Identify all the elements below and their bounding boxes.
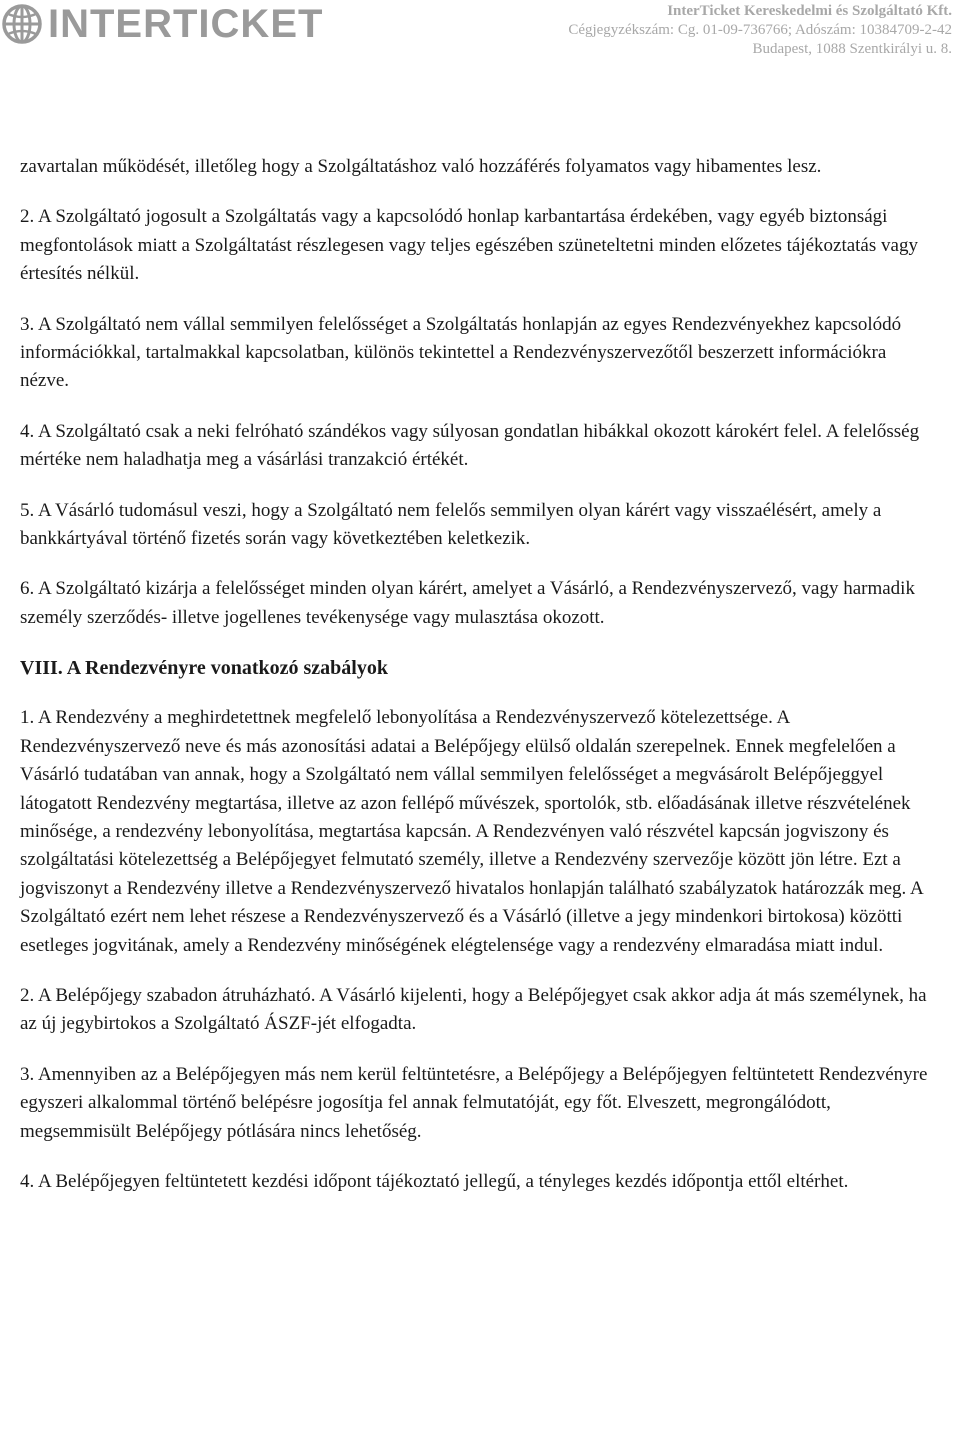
document-body: [20, 153, 935, 1218]
paragraph-5-card-payment: 5. A Vásárló tudomásul veszi, hogy a Szolgáltató nem felelős semmilyen olyan kárért vagy visszaélésért, amely a bankkártyával történő fizetés során vagy következtében keletkezik.: [20, 499, 882, 550]
paragraph-6-exclusion: 6. A Szolgáltató kizárja a felelősséget minden olyan kárért, amelyet a Vásárló, a Rendezvényszervező, vagy harmadik személy szerződés- illetve jogellenes tevékenysége vagy mulasztása okozott.: [20, 578, 915, 628]
company-registration: Cégjegyzékszám: Cg. 01-09-736766; Adószám: 10384709-2-42: [568, 22, 952, 38]
interticket-logo: [2, 2, 323, 46]
logo-wordmark: INTERTICKET: [48, 2, 324, 46]
globe-logo-icon: [2, 4, 42, 44]
paragraph-2-maintenance: 2. A Szolgáltató jogosult a Szolgáltatás vagy a kapcsolódó honlap karbantartása érdekében, vagy egyéb biztonsági megfontolások miatt a Szolgáltatást részlegesen vagy teljes egészében szüneteltetni minden előzetes tájékoztatás vagy értesítés nélkül.: [20, 206, 918, 285]
section-heading-viii: VIII. A Rendezvényre vonatkozó szabályok: [20, 657, 388, 680]
paragraph-viii-4-start-time: 4. A Belépőjegyen feltüntetett kezdési időpont tájékoztató jellegű, a tényleges kezdés időpontja ettől eltérhet.: [20, 1170, 849, 1192]
paragraph-4-liability-limit: 4. A Szolgáltató csak a neki felróható szándékos vagy súlyosan gondatlan hibákkal okozott károkért felel. A felelősség mértéke nem haladhatja meg a vásárlási tranzakció értékét.: [20, 420, 920, 471]
paragraph-viii-3-entry: 3. Amennyiben az a Belépőjegyen más nem kerül feltüntetésre, a Belépőjegy a Belépőjegyen feltüntetett Rendezvényre egyszeri alkalommal történő belépésre jogosítja fel annak felmutatóját, egy főt. Elveszett, megrongálódott, megsemmisült Belépőjegy pótlására nincs lehetőség.: [20, 1063, 928, 1142]
paragraph-viii-1-organizer: 1. A Rendezvény a meghirdetettnek megfelelő lebonyolítása a Rendezvényszervező kötelezettsége. A Rendezvényszervező neve és más azonosítási adatai a Belépőjegy elülső oldalán szerepelnek. Ennek megfelelően a Vásárló tudatában van annak, hogy a Szolgáltató nem vállal semmilyen felelősséget a megvásárolt Belépőjeggyel látogatott Rendezvény megtartása, illetve az azon fellépő művészek, sportolók, stb. előadásának illetve részvételének minősége, a rendezvény lebonyolítása, megtartása kapcsán. A Rendezvényen való részvétel kapcsán jogviszony és szolgáltatási kötelezettség a Belépőjegyet felmutató személy, illetve a Rendezvény szervezője között jön létre. Ezt a jogviszonyt a Rendezvény illetve a Rendezvényszervező hivatalos honlapján található szabályzatok határozzák meg. A Szolgáltató ezért nem lehet részese a Rendezvényszervező és a Vásárló (illetve a jegy mindenkori birtokosa) közötti esetleges jogvitának, amely a Rendezvény minőségének elégtelensége vagy a rendezvény elmaradása miatt indul.: [20, 707, 923, 956]
company-info: [568, 2, 952, 59]
page-header: [0, 0, 960, 60]
paragraph-continuation: zavartalan működését, illetőleg hogy a Szolgáltatáshoz való hozzáférés folyamatos vagy hibamentes lesz.: [20, 156, 822, 177]
paragraph-3-liability-info: 3. A Szolgáltató nem vállal semmilyen felelősséget a Szolgáltatás honlapján az egyes Rendezvényekhez kapcsolódó információkkal, tartalmakkal kapcsolatban, különös tekintettel a Rendezvényszervezőtől beszerzett információkra nézve.: [20, 313, 902, 392]
company-name: InterTicket Kereskedelmi és Szolgáltató Kft.: [667, 3, 952, 19]
paragraph-viii-2-transfer: 2. A Belépőjegy szabadon átruházható. A Vásárló kijelenti, hogy a Belépőjegyet csak akkor adja át más személynek, ha az új jegybirtokos a Szolgáltató ÁSZF-jét elfogadta.: [20, 984, 927, 1035]
company-address: Budapest, 1088 Szentkirályi u. 8.: [752, 41, 952, 57]
